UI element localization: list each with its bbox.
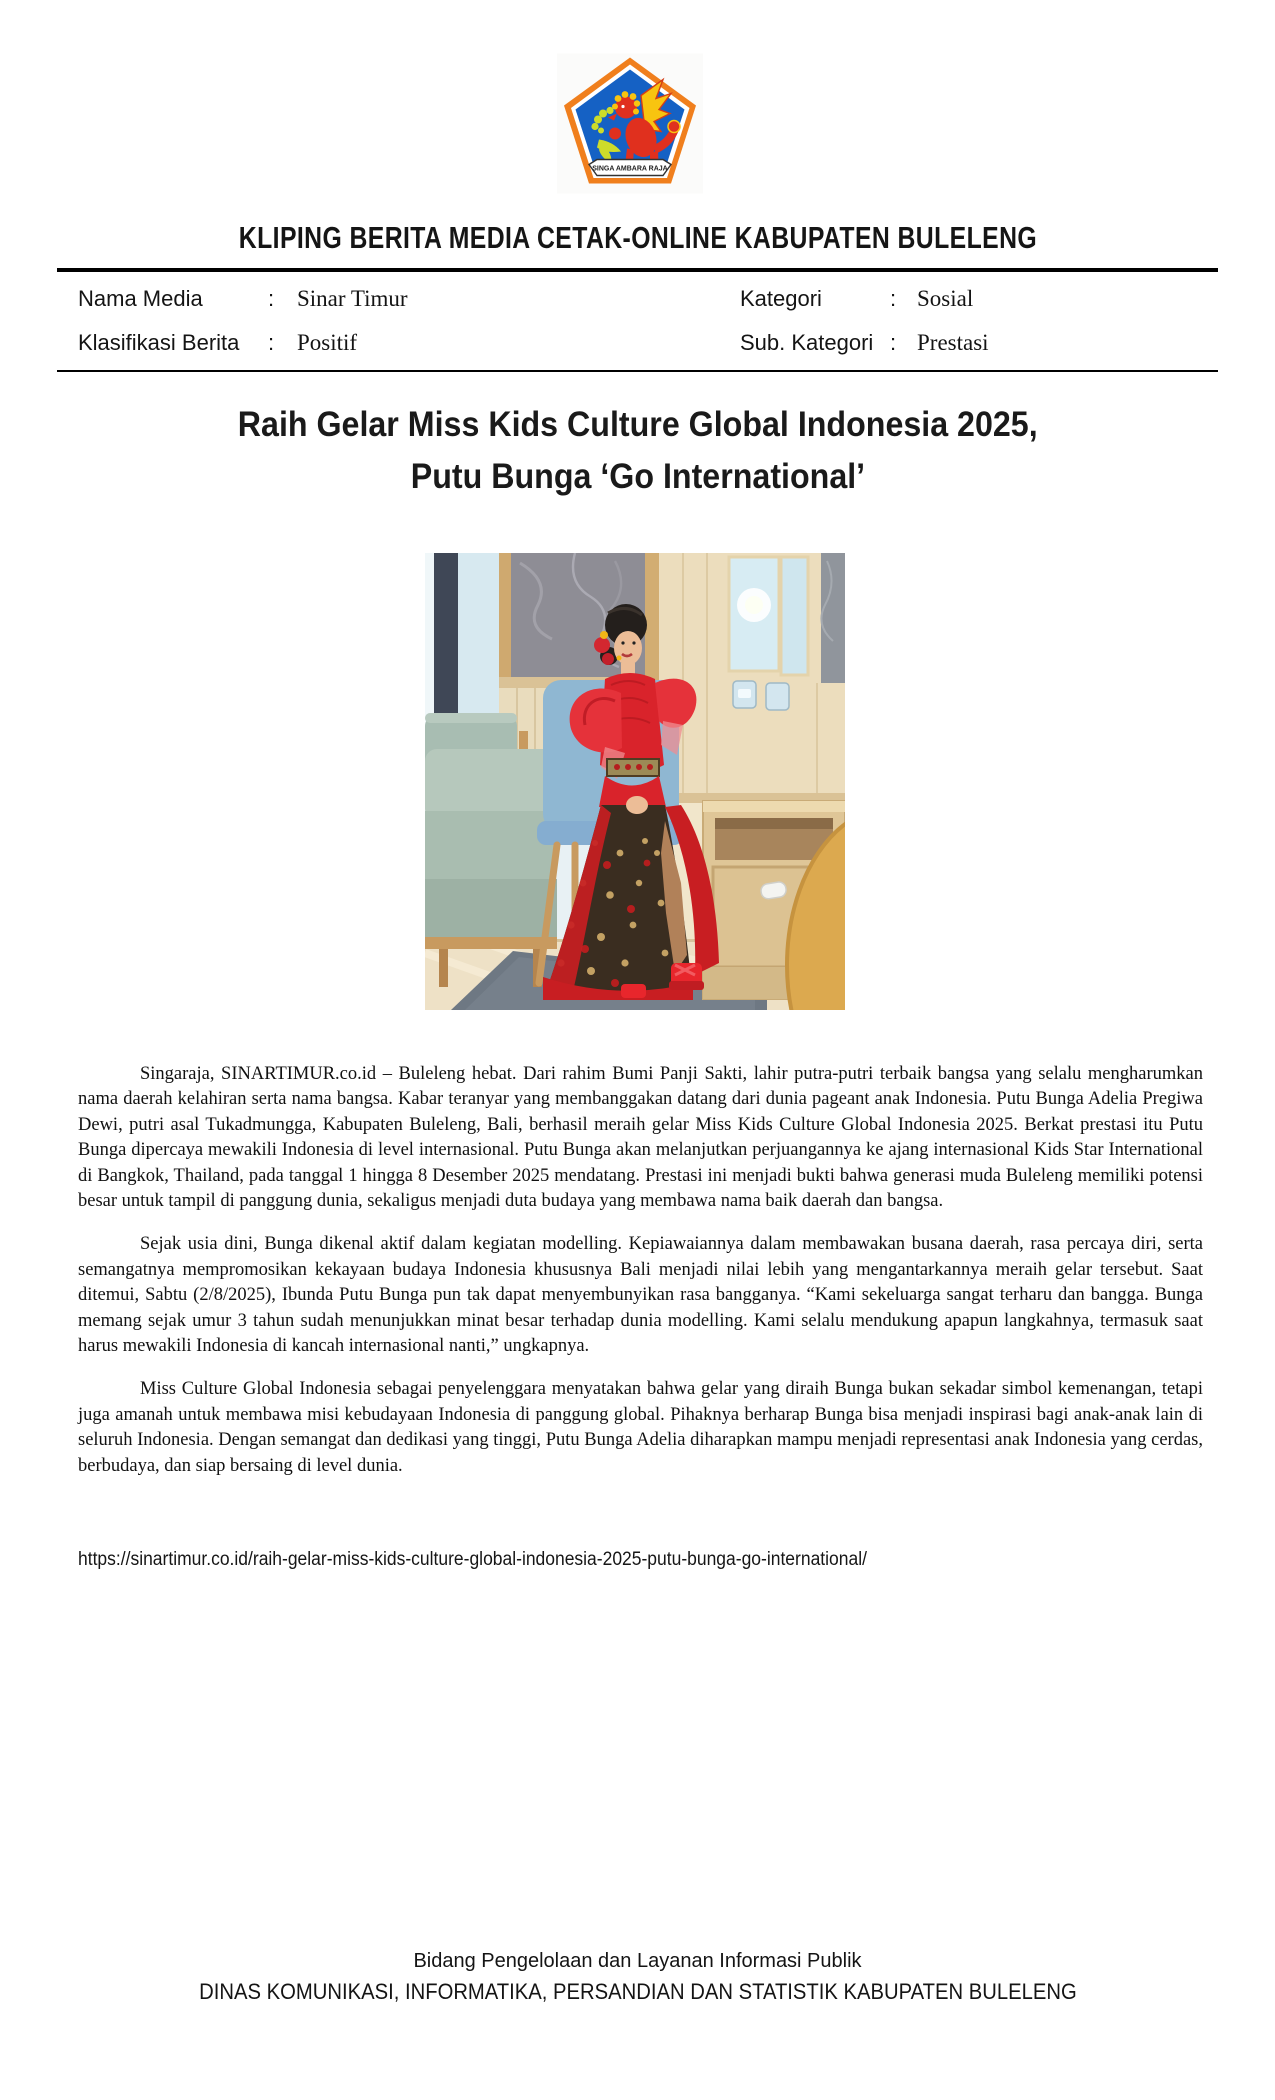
nama-media-value: Sinar Timur [297,286,408,311]
kategori-label: Kategori [740,286,822,311]
page-title-text: KLIPING BERITA MEDIA CETAK-ONLINE KABUPATEN BULELENG [238,220,1037,255]
article-paragraph-3: Miss Culture Global Indonesia sebagai penyelenggara menyatakan bahwa gelar yang diraih Bunga bukan sekadar simbol kemenangan, tetapi juga amanah untuk membawa misi kebudayaan Indonesia di panggung global. Pihaknya berharap Bunga bisa menjadi inspirasi bagi anak-anak lain di seluruh Indonesia. Dengan semangat dan dedikasi yang tinggi, Putu Bunga Adelia diharapkan mampu menjadi representasi anak Indonesia yang cerdas, berbudaya, dan siap bersaing di level dunia. [78,1379,1203,1476]
nama-media-colon: : [268,286,275,311]
article-paragraph-2: Sejak usia dini, Bunga dikenal aktif dalam kegiatan modelling. Kepiawaiannya dalam membawakan busana daerah, rasa percaya diri, serta semangatnya mempromosikan kekayaan budaya Indonesia khususnya Bali menjadi nilai lebih yang mengantarkannya meraih gelar tersebut. Saat ditemui, Sabtu (2/8/2025), Ibunda Putu Bunga pun tak dapat menyembunyikan rasa bangganya. “Kami sekeluarga sangat terharu dan bangga. Bunga memang sejak umur 3 tahun sudah menunjukkan minat besar terhadap dunia modelling. Kami selalu mendukung apapun langkahnya, termasuk saat harus mewakili Indonesia di kancah internasional nanti,” ungkapnya. [78,1234,1203,1357]
klasifikasi-value: Positif [297,330,358,355]
metadata-divider-line [57,370,1218,372]
klasifikasi-colon: : [268,330,275,355]
source-url-line [78,1549,936,1571]
footer-division-text: Bidang Pengelolaan dan Layanan Informasi Publik [413,1950,862,1972]
kategori-colon: : [890,286,897,311]
sub-kategori-value: Prestasi [917,330,989,355]
article-body [78,1062,1203,1497]
klasifikasi-label: Klasifikasi Berita [78,330,240,355]
article-title-line1: Raih Gelar Miss Kids Culture Global Indonesia 2025, [237,405,1038,444]
clipping-metadata [57,272,1218,370]
article-paragraph-1: Singaraja, SINARTIMUR.co.id – Buleleng hebat. Dari rahim Bumi Panji Sakti, lahir putra-putri terbaik bangsa yang selalu mengharumkan nama daerah kelahiran serta nama bangsa. Kabar teranyar yang membanggakan datang dari dunia pageant anak Indonesia. Putu Bunga Adelia Pregiwa Dewi, putri asal Tukadmungga, Kabupaten Buleleng, Bali, berhasil meraih gelar Miss Kids Culture Global Indonesia 2025. Berkat prestasi itu Putu Bunga dipercaya mewakili Indonesia di level internasional. Putu Bunga akan melanjutkan perjuangannya ke ajang internasional Kids Star International di Bangkok, Thailand, pada tanggal 1 hingga 8 Desember 2025 mendatang. Prestasi ini menjadi bukti bahwa generasi muda Buleleng memiliki potensi besar untuk tampil di panggung dunia, sekaligus menjadi duta budaya yang membawa nama baik daerah dan bangsa. [78,1064,1203,1212]
article-title [0,402,1275,506]
photo-illustration [425,553,845,1010]
footer-agency-line [0,1979,1275,2005]
article-title-line2: Putu Bunga ‘Go International’ [410,457,865,496]
source-url-text: https://sinartimur.co.id/raih-gelar-miss-kids-culture-global-indonesia-2025-putu-bunga-go-international/ [78,1549,867,1570]
nama-media-label: Nama Media [78,286,203,311]
singa-ambara-raja-emblem-icon [557,52,703,195]
footer-agency-text: DINAS KOMUNIKASI, INFORMATIKA, PERSANDIAN DAN STATISTIK KABUPATEN BULELENG [198,1979,1077,2004]
buleleng-regency-emblem-logo [557,52,703,195]
page-title [0,220,1275,256]
kategori-value: Sosial [917,286,974,311]
sub-kategori-label: Sub. Kategori [740,330,874,355]
banner-ribbon [589,160,671,176]
sub-kategori-colon: : [890,330,897,355]
sofa [425,713,557,987]
mirror [729,557,808,675]
banner-text: SINGA AMBARA RAJA [592,165,668,173]
article-photo [425,553,845,1010]
footer-division-line [0,1950,1275,1973]
